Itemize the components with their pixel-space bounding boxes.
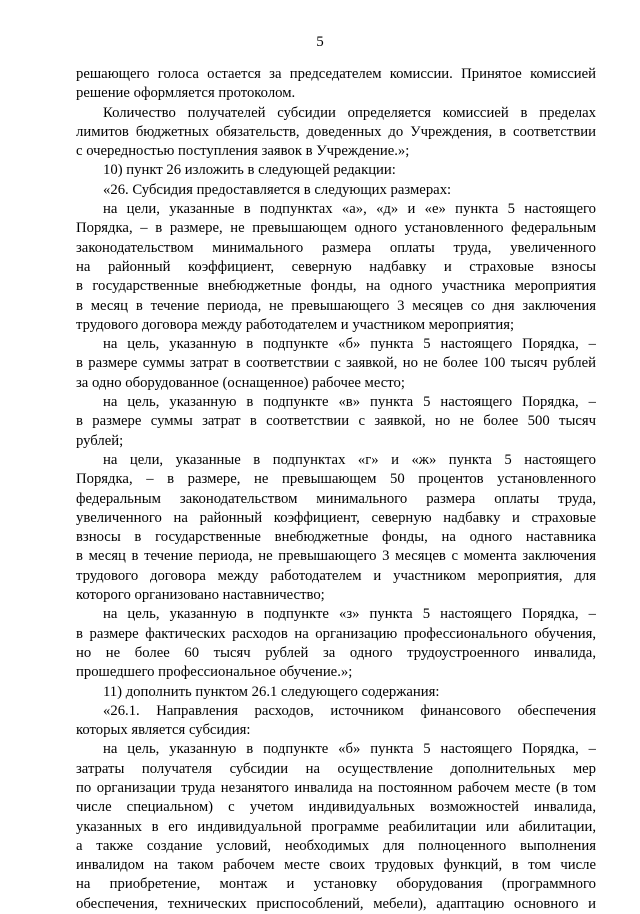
text-line: на цель, указанную в подпункте «з» пункта 5 настоящего Порядка, – <box>103 606 596 623</box>
text-line: «26.1. Направления расходов, источником финансового обеспечения <box>103 702 596 719</box>
text-line: прошедшего профессиональное обучение.»; <box>76 664 353 681</box>
text-line: трудового договора между работодателем и участником мероприятия, для <box>76 567 596 584</box>
text-line: которого организовано наставничество; <box>76 587 325 604</box>
text-line: на районный коэффициент, северную надбавку и страховые взносы <box>76 258 596 275</box>
text-line: «26. Субсидия предоставляется в следующих размерах: <box>103 181 452 198</box>
text-line: на цель, указанную в подпункте «в» пункта 5 настоящего Порядка, – <box>103 394 596 411</box>
text-line: решающего голоса остается за председателем комиссии. Принятое комиссией <box>76 66 596 82</box>
text-line: на цели, указанные в подпунктах «г» и «ж» пункта 5 настоящего <box>103 451 596 468</box>
text-line: в размере суммы затрат в соответствии с заявкой, но не более 500 тысяч <box>76 413 596 430</box>
text-line: законодательством минимального размера оплаты труда, увеличенного <box>76 239 596 256</box>
text-line: 10) пункт 26 изложить в следующей редакции: <box>103 162 396 179</box>
body-text <box>76 65 596 914</box>
text-line: Порядка, – в размере, не превышающем 50 процентов установленного <box>76 471 596 488</box>
text-line: трудового договора между работодателем и участником мероприятия; <box>76 316 515 333</box>
text-line: с очередностью поступления заявок в Учреждение.»; <box>76 143 410 160</box>
text-line: инвалидом на таком рабочем месте своих трудовых функций, в том числе <box>76 857 596 874</box>
text-line: указанных в его индивидуальной программе реабилитации или абилитации, <box>76 818 596 835</box>
text-line: которых является субсидия: <box>76 722 251 739</box>
text-line: Порядка, – в размере, не превышающем одного установленного федеральным <box>76 220 596 237</box>
text-line: в размере суммы затрат в соответствии с заявкой, но не более 100 тысяч рублей <box>76 355 596 372</box>
text-line: а также создание условий, необходимых для полноценного выполнения <box>76 837 596 854</box>
text-line: на цель, указанную в подпункте «б» пункта 5 настоящего Порядка, – <box>103 741 596 758</box>
text-line: затраты получателя субсидии на осуществление дополнительных мер <box>76 760 596 777</box>
text-line: обеспечения, технических приспособлений, мебели), адаптацию основного и <box>76 895 596 912</box>
text-line: на приобретение, монтаж и установку оборудования (программного <box>76 876 596 893</box>
text-line: за одно оборудованное (оснащенное) рабочее место; <box>76 374 405 391</box>
text-line: на цель, указанную в подпункте «б» пункта 5 настоящего Порядка, – <box>103 336 596 353</box>
text-line: в размере фактических расходов на организацию профессионального обучения, <box>76 625 596 642</box>
text-line: Количество получателей субсидии определяется комиссией в пределах <box>103 104 596 121</box>
text-line: в месяц в течение периода, не превышающего 3 месяцев с момента заключения <box>76 548 596 565</box>
text-line: рублей; <box>76 432 124 449</box>
text-line: взносы в государственные внебюджетные фонды, на одного наставника <box>76 529 596 546</box>
text-line: увеличенного на районный коэффициент, северную надбавку и страховые <box>76 509 596 526</box>
text-line: по организации труда незанятого инвалида на постоянном рабочем месте (в том <box>76 779 596 796</box>
text-line: на цели, указанные в подпунктах «а», «д» и «е» пункта 5 настоящего <box>103 201 596 218</box>
text-line: в государственные внебюджетные фонды, на одного участника мероприятия <box>76 278 596 295</box>
page-number: 5 <box>316 34 324 50</box>
text-line: в месяц в течение периода, не превышающего 3 месяцев со дня заключения <box>76 297 596 314</box>
text-line: 11) дополнить пунктом 26.1 следующего содержания: <box>103 683 440 700</box>
text-line: но не более 60 тысяч рублей за одного трудоустроенного инвалида, <box>76 644 596 661</box>
text-line: решение оформляется протоколом. <box>76 85 296 102</box>
text-line: числе специальном) с учетом индивидуальных возможностей инвалида, <box>76 799 596 816</box>
text-line: лимитов бюджетных обязательств, доведенных до Учреждения, в соответствии <box>76 123 596 140</box>
text-line: федеральным законодательством минимального размера оплаты труда, <box>76 490 596 507</box>
